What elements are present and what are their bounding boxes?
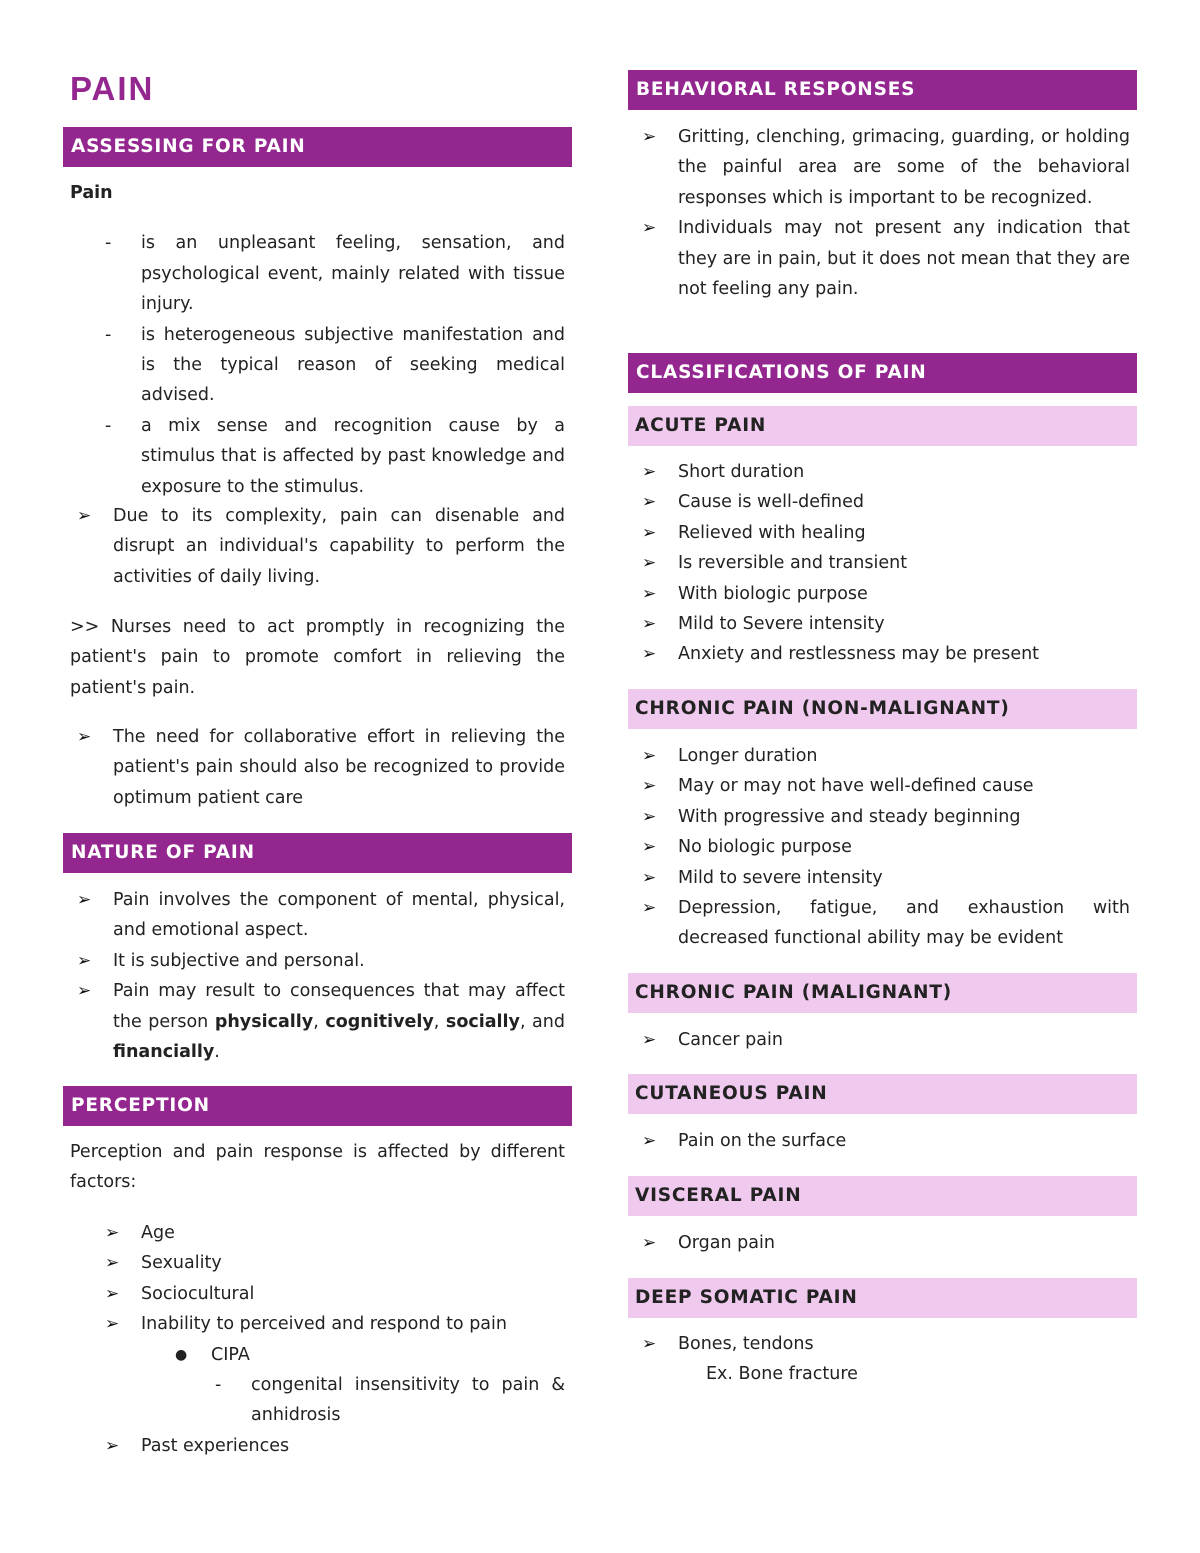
item-text: Longer duration bbox=[678, 746, 818, 766]
item-text: Organ pain bbox=[678, 1233, 775, 1253]
item-text: Is reversible and transient bbox=[678, 553, 908, 574]
section-header-perception: PERCEPTION bbox=[63, 1086, 572, 1126]
subheader-chronic-malignant: CHRONIC PAIN (MALIGNANT) bbox=[628, 973, 1137, 1013]
definition-item bbox=[63, 411, 572, 502]
definition-text: is an unpleasant feeling, sensation, and psychological event, mainly related with tissue injury. bbox=[141, 233, 565, 315]
item-text: The need for collaborative effort in relieving the patient's pain should also be recognized to provide optimum patient care bbox=[113, 727, 565, 808]
arrow-icon: ➢ bbox=[642, 522, 657, 543]
acute-list bbox=[628, 457, 1137, 670]
section-header-behavioral: BEHAVIORAL RESPONSES bbox=[628, 70, 1137, 110]
arrow-icon: ➢ bbox=[642, 776, 657, 797]
arrow-icon: ➢ bbox=[642, 1131, 657, 1151]
arrow-item bbox=[628, 579, 1137, 609]
arrow-item bbox=[628, 802, 1137, 832]
arrow-icon: ➢ bbox=[642, 218, 657, 239]
item-text: Cause is well-defined bbox=[678, 492, 865, 513]
arrow-icon: ➢ bbox=[105, 1314, 120, 1335]
item-text: Depression, fatigue, and exhaustion with decreased functional ability may be evident bbox=[678, 898, 1130, 949]
arrow-icon: ➢ bbox=[105, 1253, 120, 1274]
arrow-icon: ➢ bbox=[105, 1283, 120, 1304]
item-text: Sexuality bbox=[141, 1253, 222, 1274]
factor-item bbox=[63, 1431, 572, 1461]
arrow-icon: ➢ bbox=[642, 806, 657, 827]
arrow-item bbox=[63, 885, 572, 946]
item-text: Gritting, clenching, grimacing, guarding, or holding the painful area are some of the behavioral responses which is important to be recognized. bbox=[678, 127, 1130, 208]
arrow-icon: ➢ bbox=[642, 898, 657, 919]
arrow-item bbox=[628, 457, 1137, 487]
arrow-icon: ➢ bbox=[105, 1223, 120, 1243]
arrow-item bbox=[63, 501, 572, 592]
deep-somatic-list bbox=[628, 1329, 1137, 1390]
arrow-item bbox=[628, 1329, 1137, 1359]
nature-list bbox=[63, 885, 572, 1067]
item-text: With biologic purpose bbox=[678, 583, 868, 604]
separator: , and bbox=[519, 1011, 565, 1032]
term-pain: Pain bbox=[70, 183, 113, 203]
arrow-item bbox=[628, 741, 1137, 771]
item-text: Anxiety and restlessness may be present bbox=[678, 644, 1040, 665]
factor-item bbox=[63, 1279, 572, 1309]
section-header-assessing: ASSESSING FOR PAIN bbox=[63, 127, 572, 167]
assessing-definitions-block bbox=[63, 178, 572, 502]
arrow-item bbox=[628, 863, 1137, 893]
dash-icon: - bbox=[215, 1375, 222, 1396]
arrow-item bbox=[628, 518, 1137, 548]
bold-word: financially bbox=[113, 1042, 215, 1063]
arrow-item bbox=[63, 946, 572, 976]
arrow-item bbox=[628, 832, 1137, 862]
definition-list bbox=[63, 228, 572, 502]
factor-item bbox=[63, 1248, 572, 1278]
arrow-item bbox=[628, 771, 1137, 801]
item-text: Due to its complexity, pain can disenable and disrupt an individual's capability to perform the activities of daily living. bbox=[113, 506, 565, 587]
dash-icon: - bbox=[105, 233, 112, 254]
arrow-icon: ➢ bbox=[642, 867, 657, 888]
item-text: May or may not have well-defined cause bbox=[678, 776, 1034, 797]
bold-word: socially bbox=[445, 1011, 520, 1032]
perception-factors bbox=[63, 1218, 572, 1461]
definition-text: a mix sense and recognition cause by a stimulus that is affected by past knowledge and exposure to the stimulus. bbox=[141, 415, 565, 497]
subheader-chronic-non-malignant: CHRONIC PAIN (NON-MALIGNANT) bbox=[628, 689, 1137, 729]
assessing-point-2 bbox=[63, 722, 572, 813]
arrow-icon: ➢ bbox=[642, 1334, 657, 1354]
arrow-icon: ➢ bbox=[642, 837, 657, 858]
item-text: Pain on the surface bbox=[678, 1131, 847, 1151]
arrow-icon: ➢ bbox=[77, 950, 92, 971]
arrow-icon: ➢ bbox=[77, 890, 92, 910]
item-text: CIPA bbox=[211, 1344, 250, 1365]
item-text: Relieved with healing bbox=[678, 522, 866, 543]
visceral-list bbox=[628, 1228, 1137, 1258]
item-text: No biologic purpose bbox=[678, 837, 852, 858]
separator: , bbox=[313, 1011, 326, 1032]
section-header-classifications: CLASSIFICATIONS OF PAIN bbox=[628, 353, 1137, 393]
definition-item bbox=[63, 228, 572, 319]
arrow-icon: ➢ bbox=[77, 981, 92, 1002]
arrow-icon: ➢ bbox=[105, 1435, 120, 1456]
arrow-item bbox=[628, 1126, 1137, 1156]
arrow-icon: ➢ bbox=[642, 746, 657, 766]
item-text: Mild to Severe intensity bbox=[678, 614, 885, 635]
arrow-icon: ➢ bbox=[642, 553, 657, 574]
arrow-icon: ➢ bbox=[77, 727, 92, 747]
subheader-visceral: VISCERAL PAIN bbox=[628, 1176, 1137, 1216]
arrow-item bbox=[628, 548, 1137, 578]
item-text: Individuals may not present any indication that they are in pain, but it does not mean that they are not feeling any pain. bbox=[678, 218, 1130, 300]
arrow-icon: ➢ bbox=[77, 506, 92, 526]
subheader-acute: ACUTE PAIN bbox=[628, 406, 1137, 446]
item-text: Cancer pain bbox=[678, 1030, 783, 1050]
arrow-item bbox=[628, 609, 1137, 639]
item-text: Short duration bbox=[678, 462, 805, 482]
item-text: Past experiences bbox=[141, 1435, 290, 1456]
arrow-icon: ➢ bbox=[642, 1030, 657, 1050]
example-text: Ex. Bone fracture bbox=[706, 1364, 858, 1385]
item-text: Pain involves the component of mental, physical, and emotional aspect. bbox=[113, 890, 565, 941]
assessing-point-1 bbox=[63, 501, 572, 592]
arrow-item bbox=[628, 1228, 1137, 1258]
arrow-icon: ➢ bbox=[642, 127, 657, 147]
cutaneous-list bbox=[628, 1126, 1137, 1156]
nurses-note bbox=[63, 612, 572, 703]
factor-item bbox=[63, 1218, 572, 1248]
item-text: Age bbox=[141, 1223, 175, 1243]
bold-word: cognitively bbox=[325, 1011, 434, 1032]
arrow-icon: ➢ bbox=[642, 644, 657, 665]
arrow-item bbox=[628, 639, 1137, 669]
cipa-definition bbox=[63, 1370, 572, 1431]
definition-item bbox=[63, 320, 572, 411]
chronic-non-malignant-list bbox=[628, 741, 1137, 954]
arrow-item bbox=[628, 487, 1137, 517]
dash-icon: - bbox=[105, 324, 112, 345]
behavioral-list bbox=[628, 122, 1137, 304]
perception-intro bbox=[63, 1137, 572, 1198]
page-title: PAIN bbox=[70, 70, 155, 107]
arrow-icon: ➢ bbox=[642, 462, 657, 482]
item-text: With progressive and steady beginning bbox=[678, 806, 1021, 827]
arrow-icon: ➢ bbox=[642, 614, 657, 635]
item-text: Mild to severe intensity bbox=[678, 867, 883, 888]
bullet-icon: ● bbox=[175, 1346, 188, 1363]
definition-text: is heterogeneous subjective manifestation and is the typical reason of seeking medical advised. bbox=[141, 324, 565, 406]
cipa-item bbox=[63, 1340, 572, 1370]
item-text: congenital insensitivity to pain & anhidrosis bbox=[251, 1375, 565, 1426]
factor-item bbox=[63, 1309, 572, 1339]
separator: , bbox=[433, 1011, 446, 1032]
item-text: Bones, tendons bbox=[678, 1334, 814, 1354]
separator: . bbox=[214, 1042, 220, 1063]
item-text: Inability to perceived and respond to pain bbox=[141, 1314, 507, 1335]
chronic-malignant-list bbox=[628, 1025, 1137, 1055]
arrow-item bbox=[628, 893, 1137, 954]
arrow-item bbox=[63, 976, 572, 1067]
item-text: Sociocultural bbox=[141, 1283, 255, 1304]
section-header-nature: NATURE OF PAIN bbox=[63, 833, 572, 873]
item-text: It is subjective and personal. bbox=[113, 950, 365, 971]
arrow-item bbox=[628, 122, 1137, 213]
intro-text: Perception and pain response is affected by different factors: bbox=[70, 1142, 565, 1193]
arrow-icon: ➢ bbox=[642, 583, 657, 604]
arrow-item bbox=[628, 213, 1137, 304]
dash-icon: - bbox=[105, 415, 112, 436]
arrow-item bbox=[628, 1025, 1137, 1055]
arrow-icon: ➢ bbox=[642, 1233, 657, 1253]
item-text: Pain may result to consequences that may affect the person bbox=[113, 981, 565, 1032]
arrow-item bbox=[63, 722, 572, 813]
subheader-deep-somatic: DEEP SOMATIC PAIN bbox=[628, 1278, 1137, 1318]
note-text: >> Nurses need to act promptly in recognizing the patient's pain to promote comfort in relieving the patient's pain. bbox=[70, 617, 565, 698]
bold-word: physically bbox=[214, 1011, 314, 1032]
arrow-icon: ➢ bbox=[642, 492, 657, 513]
subheader-cutaneous: CUTANEOUS PAIN bbox=[628, 1074, 1137, 1114]
